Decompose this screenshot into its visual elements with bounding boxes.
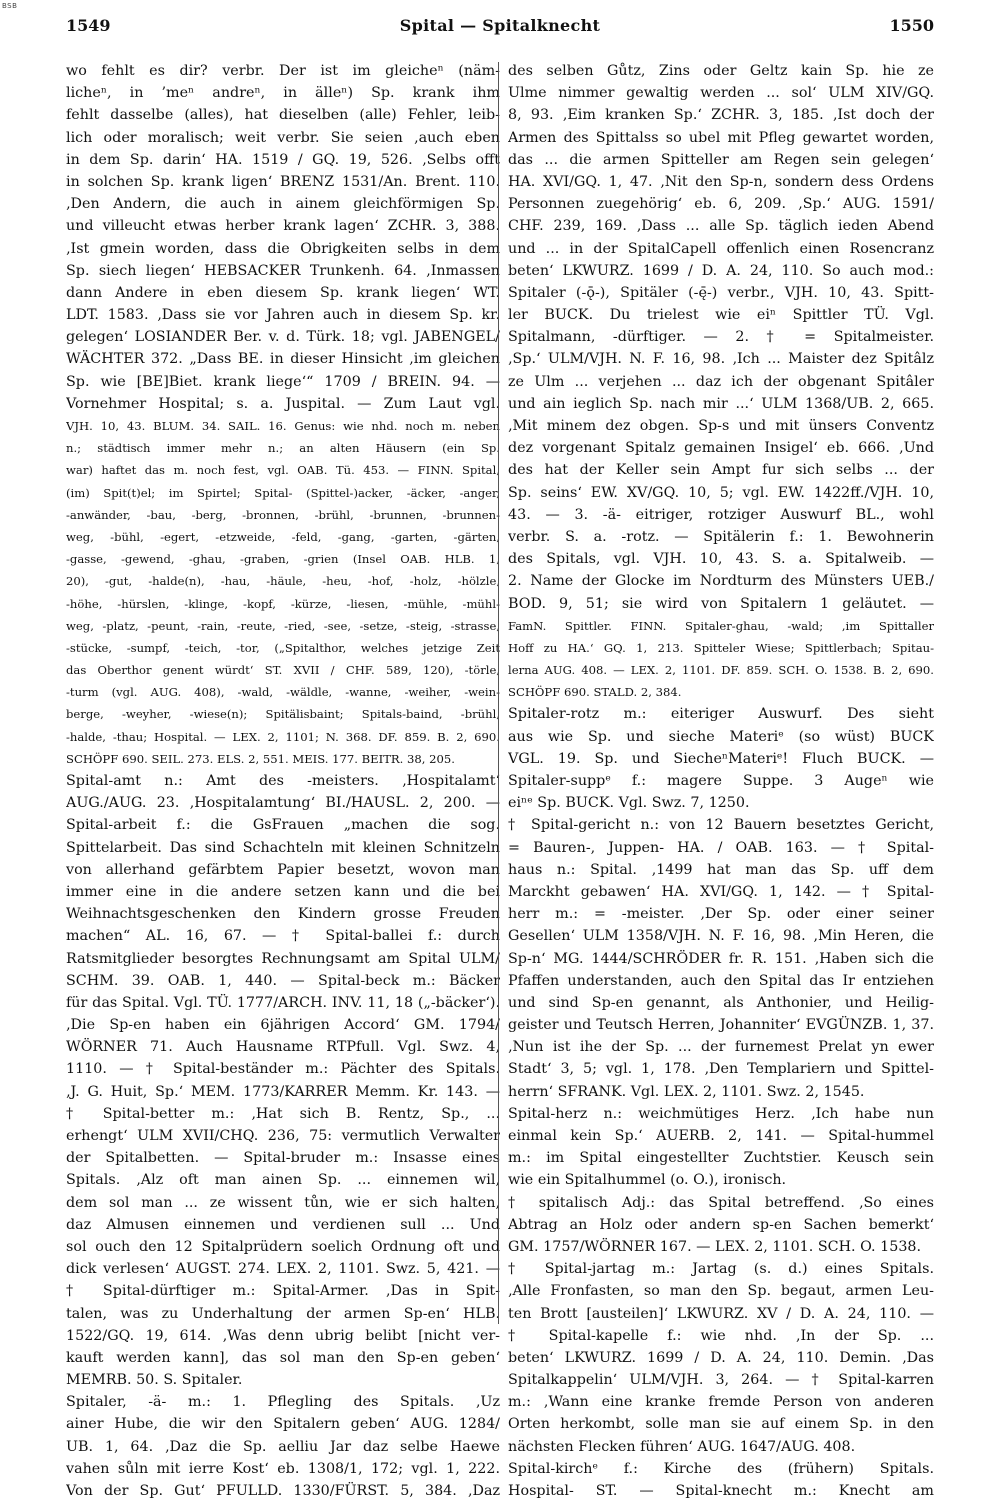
text-line: geister und Teutsch Herren, Johanniter‘ EVGÜNZB. 1, 37. [508, 1017, 934, 1034]
text-line: Spital-amt n.: Amt des -meisters. ‚Hospitalamt‘ [66, 773, 500, 789]
text-line: FamN. Spittler. FINN. Spitaler-ghau, -wald; ‚im Spittaller [508, 618, 934, 633]
text-line: Weihnachtsgeschenken den Kindern grosse Freuden [66, 906, 500, 923]
text-line: Spittelarbeit. Das sind Schachteln mit kleinen Schnitzeln [66, 839, 500, 856]
text-line: für das Spital. Vgl. TÜ. 1777/ARCH. INV. 11, 18 („-bäcker‘). [66, 994, 500, 1011]
text-line: Armen des Spittalss so ubel mit Pfleg gewartet worden, [508, 129, 934, 146]
text-line: verbr. S. a. -rotz. — Spitälerin f.: 1. Bewohnerin [508, 528, 934, 545]
text-line: ‚J. G. Huit, Sp.‘ MEM. 1773/KARRER Memm. Kr. 143. — [66, 1083, 500, 1100]
text-line: talen, was zu Underhaltung der armen Sp-en‘ HLB. [66, 1305, 500, 1322]
left-column [66, 60, 500, 1502]
text-line: -gasse, -gewend, -ghau, -graben, -grien (Insel OAB. HLB. 1, [66, 552, 500, 567]
text-line: gelegen‘ LOSIANDER Ber. v. d. Türk. 18; vgl. JABENGEL/ [66, 329, 500, 346]
text-line: daz Almusen einnemen und verdienen sull ... Und [66, 1216, 500, 1233]
text-line: und ain ieglich Sp. nach mir ...‘ ULM 1368/UB. 2, 665. [508, 395, 934, 412]
text-line: UB. 1, 64. ‚Daz die Sp. aelliu Jar daz selbe Haewe [66, 1438, 500, 1455]
text-line: Sp-n‘ MG. 1444/SCHRÖDER fr. R. 151. ‚Haben sich die [508, 950, 934, 967]
text-line: WÄCHTER 372. „Dass BE. in dieser Hinsicht ‚im gleichen [66, 351, 500, 368]
text-line: MEMRB. 50. S. Spitaler. [66, 1372, 243, 1389]
running-title: Spital — Spitalknecht [399, 16, 601, 35]
text-line: in solchen Sp. krank ligen‘ BRENZ 1531/An. Brent. 110. [66, 173, 500, 190]
text-line: -halde, -thau; Hospital. — LEX. 2, 1101; N. 368. DF. 859. B. 2, 690. [66, 729, 500, 744]
text-line: aus wie Sp. und sieche Materiᵉ (so wüst) BUCK [508, 728, 934, 745]
page-number-left: 1549 [66, 16, 111, 35]
text-line: das Oberthor genent würdt‘ ST. XVII / CHF. 589, 120), -törle, [66, 663, 500, 678]
text-line: Spitaler (-ǭ-), Spitäler (-ę̄-) verbr., VJH. 10, 43. Spitt- [508, 284, 934, 301]
text-line: herr m.: = -meister. ‚Der Sp. oder einer seiner [508, 906, 934, 923]
text-line: Abtrag an Holz oder andern sp-en Sachen bemerkt‘ [508, 1216, 934, 1233]
text-line: Ulme nimmer gewaltig werden ... sol‘ ULM XIV/GQ. [508, 85, 934, 102]
text-line: LDT. 1583. ‚Dass sie vor Jahren auch in diesem Sp. kr. [66, 307, 500, 324]
text-line: und sind Sp-en genannt, als Anthonier, und Heilig- [508, 994, 934, 1011]
text-line: beten‘ LKWURZ. 1699 / D. A. 24, 110. So auch mod.: [508, 262, 934, 279]
text-line: Spitalmann, -dürftiger. — 2. † = Spitalmeister. [508, 329, 934, 346]
text-line: Spital-kirchᵉ f.: Kirche des (frühern) Spitals. [508, 1460, 934, 1477]
text-line: Spitals. ‚Alz oft man ainen Sp. ... einnemen wil, [66, 1172, 500, 1189]
text-line: Sp. wie [BE]Biet. krank liege‘“ 1709 / BREIN. 94. — [66, 373, 500, 390]
text-line: vahen sůln mit ierre Kost‘ eb. 1308/1, 172; vgl. 1, 222. [66, 1460, 500, 1477]
text-line: AUG./AUG. 23. ‚Hospitalamtung‘ BI./HAUSL. 2, 200. — [66, 795, 500, 812]
text-line: 1110. — † Spital-beständer m.: Pächter des Spitals. [66, 1061, 500, 1078]
text-line: Spitaler-suppᵉ f.: magere Suppe. 3 Augeⁿ wie [508, 773, 934, 789]
text-line: Sp. siech liegen‘ HEBSACKER Trunkenh. 64. ‚Inmassen [66, 262, 500, 279]
text-line: -höhe, -hürslen, -klinge, -kopf, -kürze, -liesen, -mühle, -mühl- [66, 596, 500, 611]
text-line: dem sol man ... ze wissent tůn, wie er sich halten, [66, 1194, 500, 1211]
text-line: der Spitalbetten. — Spital-bruder m.: Insasse eines [66, 1150, 500, 1167]
text-line: Spitalkappelin‘ ULM/VJH. 3, 264. — † Spital-karren [508, 1372, 934, 1389]
text-line: -turm (vgl. AUG. 408), -wald, -wäldle, -wanne, -weiher, -wein- [66, 685, 500, 700]
text-line: Spital-arbeit f.: die GsFrauen „machen die sog. [66, 817, 500, 834]
text-line: Sp. seins‘ EW. XV/GQ. 10, 5; vgl. EW. 1422ff./VJH. 10, [508, 484, 934, 501]
text-line: Gesellen‘ ULM 1358/VJH. N. F. 16, 98. ‚Min Heren, die [508, 928, 934, 945]
text-line: Marckht gebawen‘ HA. XVI/GQ. 1, 142. — † Spital- [508, 883, 934, 900]
text-line: Spital-herz n.: weichmütiges Herz. ‚Ich habe nun [508, 1105, 934, 1122]
text-line: = Bauren-, Juppen- HA. / OAB. 163. — † Spital- [508, 839, 934, 856]
text-line: dann Andere in eben diesem Sp. krank liegen‘ WT. [66, 284, 500, 301]
text-line: und villeucht etwas herber krank lagen‘ ZCHR. 3, 388. [66, 218, 500, 235]
text-line: ‚Nun ist ihe der Sp. ... der furnemest Prelat yn ewer [508, 1039, 934, 1056]
text-line: einmal kein Sp.‘ AUERB. 2, 141. — Spital-hummel [508, 1128, 934, 1144]
text-line: 20), -gut, -halde(n), -hau, -häule, -heu, -hof, -holz, -hölzle, [66, 574, 500, 589]
text-line: BOD. 9, 51; sie wird von Spitalern 1 geläutet. — [508, 595, 934, 612]
text-line: † Spital-better m.: ‚Hat sich B. Rentz, Sp., ... [66, 1105, 500, 1122]
text-line: ten Brott [austeilen]‘ LKWURZ. XV / D. A. 24, 110. — [508, 1305, 934, 1322]
text-line: licheⁿ, in ’meⁿ andreⁿ, in älleⁿ) Sp. krank ihm [66, 85, 500, 102]
text-line: VJH. 10, 43. BLUM. 34. SAIL. 16. Genus: wie nhd. noch m. neben [66, 419, 500, 433]
text-line: -anwänder, -bau, -berg, -bronnen, -brühl, -brunnen, -brunnen- [66, 507, 500, 522]
text-line: ze Ulm ... verjehen ... daz ich der obgenant Spitâler [508, 373, 934, 390]
text-line: Von der Sp. Gut‘ PFULLD. 1330/FÜRST. 5, 384. ‚Daz [66, 1483, 500, 1499]
text-line: Pfaffen understanden, auch den Spital das Ir entziehen [508, 972, 934, 989]
text-line: fehlt dasselbe (alles), hat dieselben (alle) Fehler, leib- [66, 107, 500, 124]
text-line: Orten herkombt, solle man sie auf einem Sp. in den [508, 1416, 934, 1433]
text-line: ler BUCK. Du trielest wie eiⁿ Spittler TÜ. Vgl. [508, 307, 934, 324]
text-line: kauft werden kann], das sol man den Sp-en geben‘ [66, 1349, 500, 1366]
text-line: von allerhand gefärbtem Papier besetzt, wovon man [66, 861, 500, 878]
text-line: n.; städtisch immer mehr n.; an alten Häusern (ein Sp. [66, 441, 500, 456]
text-line: † Spital-jartag m.: Jartag (s. d.) eines Spitals. [508, 1261, 934, 1278]
text-line: † spitalisch Adj.: das Spital betreffend. ‚So eines [508, 1194, 934, 1211]
text-line: lich oder moralisch; weit verbr. Sie seien ‚auch eben [66, 129, 500, 146]
text-line: 1522/GQ. 19, 614. ‚Was denn ubrig belibt [nicht ver- [66, 1327, 500, 1344]
text-line: -stücke, -sumpf, -teich, -tor, („Spitalthor, welches jetzige Zeit [66, 640, 500, 655]
text-line: Spitaler-rotz m.: eiteriger Auswurf. Des sieht [508, 706, 934, 723]
text-line: dez vorgenant Spitalz gemainen Insigel‘ eb. 666. ‚Und [508, 440, 934, 457]
text-line: ainer Hube, die wir den Spitalern geben‘ AUG. 1284/ [66, 1416, 500, 1433]
text-line: † Spital-kapelle f.: wie nhd. ‚In der Sp. ... [508, 1327, 934, 1344]
text-line: CHF. 239, 169. ‚Dass ... alle Sp. täglich ieden Abend [508, 218, 934, 235]
text-line: SCHÖPF 690. STALD. 2, 384. [508, 685, 682, 700]
text-line: ‚Sp.‘ ULM/VJH. N. F. 16, 98. ‚Ich ... Maister dez Spitâlz [508, 351, 934, 368]
text-line: ‚Den Andern, die auch in ainem gleichförmigen Sp. [66, 196, 500, 213]
text-line: nächsten Flecken führen‘ AUG. 1647/AUG. 408. [508, 1438, 856, 1455]
text-line: des Spitals, vgl. VJH. 10, 43. S. a. Spitalweib. — [508, 551, 934, 568]
text-line: sol ouch den 12 Spitalprüdern soelich Ordnung oft und [66, 1238, 500, 1255]
text-line: Hoff zu HA.‘ GQ. 1, 213. Spitteler Wiese; Spittlerbach; Spitau- [508, 640, 934, 655]
text-line: herrn‘ SFRANK. Vgl. LEX. 2, 1101. Swz. 2, 1545. [508, 1083, 865, 1100]
text-line: (im) Spit(t)el; im Spirtel; Spital- (Spittel-)acker, -äcker, -anger, [66, 485, 500, 500]
text-line: immer eine in die andere setzen kann und die bei [66, 883, 500, 900]
text-line: VGL. 19. Sp. und SiecheⁿMateriᵉ! Fluch BUCK. — [508, 750, 934, 767]
text-line: lerna AUG. 408. — LEX. 2, 1101. DF. 859. SCH. O. 1538. B. 2, 690. [508, 663, 934, 678]
text-line: eiⁿᵉ Sp. BUCK. Vgl. Swz. 7, 1250. [508, 795, 750, 812]
text-line: des hat der Keller sein Ampt fur sich selbs ... der [508, 462, 934, 479]
text-line: Vornehmer Hospital; s. a. Juspital. — Zum Laut vgl. [66, 395, 500, 412]
text-line: und ... in der SpitalCapell offenlich einen Rosencranz [508, 240, 934, 257]
text-line: wie ein Spitalhummel (o. O.), ironisch. [508, 1172, 787, 1189]
text-line: 2. Name der Glocke im Nordturm des Münsters UEB./ [508, 573, 934, 590]
text-line: machen“ AL. 16, 67. — † Spital-ballei f.: durch [66, 928, 500, 945]
text-line: Hospital- ST. — Spital-knecht m.: Knecht am [508, 1483, 934, 1499]
text-line: ‚Alle Fronfasten, so man den Sp. begaut, armen Leu- [508, 1283, 934, 1300]
text-line: erhengt‘ ULM XVII/CHQ. 236, 75: vermutlich Verwalter [66, 1128, 500, 1144]
text-line: † Spital-dürftiger m.: Spital-Armer. ‚Das in Spit- [66, 1283, 500, 1300]
text-line: war) haftet das m. noch fest, vgl. OAB. Tü. 453. — FINN. Spital, [66, 463, 500, 478]
text-line: das ... die armen Spitteller am Regen sein gelegen‘ [508, 151, 934, 168]
text-line: † Spital-gericht n.: von 12 Bauern besetztes Gericht, [508, 817, 934, 834]
text-line: WÖRNER 71. Auch Hausname RTPfull. Vgl. Swz. 4, [66, 1039, 500, 1056]
text-line: ‚Die Sp-en haben ein 6jährigen Accord‘ GM. 1794/ [66, 1017, 500, 1034]
text-line: in dem Sp. darin‘ HA. 1519 / GQ. 19, 526. ‚Selbs offt [66, 151, 500, 168]
running-header [0, 14, 1000, 42]
text-line: weg, -platz, -peunt, -rain, -reute, -ried, -see, -setze, -steig, -strasse, [66, 618, 500, 633]
text-line: weg, -bühl, -egert, -etzweide, -feld, -gang, -garten, -gärten, [66, 529, 500, 544]
text-line: Personnen zuegehörig‘ eb. 6, 209. ‚Sp.‘ AUG. 1591/ [508, 196, 934, 213]
text-line: 8, 93. ‚Eim kranken Sp.‘ ZCHR. 3, 185. ‚Ist doch der [508, 107, 934, 124]
text-line: SCHÖPF 690. SEIL. 273. ELS. 2, 551. MEIS. 177. BEITR. 38, 205. [66, 751, 455, 766]
text-line: HA. XVI/GQ. 1, 47. ‚Nit den Sp-n, sondern dess Ordens [508, 173, 934, 190]
text-line: 43. — 3. -ä- eitriger, rotziger Auswurf BL., wohl [508, 506, 934, 523]
page-number-right: 1550 [889, 16, 934, 35]
text-line: des selben Gůtz, Zins oder Geltz kain Sp. hie ze [508, 63, 934, 79]
text-line: ‚Ist gmein worden, dass die Obrigkeiten selbs in dem [66, 240, 500, 257]
column-divider [498, 62, 499, 1324]
text-line: Spitaler, -ä- m.: 1. Pflegling des Spitals. ‚Uz [66, 1394, 500, 1411]
text-line: dick verlesen‘ AUGST. 274. LEX. 2, 1101. Swz. 5, 421. — [66, 1261, 500, 1278]
text-line: berge, -weyher, -wiese(n); Spitälisbaint; Spitals-baind, -brühl, [66, 707, 500, 722]
text-line: beten‘ LKWURZ. 1699 / D. A. 24, 110. Demin. ‚Das [508, 1349, 934, 1366]
text-line: Ratsmitglieder besorgtes Rechnungsamt am Spital ULM/ [66, 950, 500, 967]
right-column [508, 60, 934, 1502]
text-line: m.: ‚Wann eine kranke fremde Person von anderen [508, 1394, 934, 1411]
text-line: GM. 1757/WÖRNER 167. — LEX. 2, 1101. SCH. O. 1538. [508, 1238, 922, 1255]
library-stamp: BSB [2, 2, 18, 10]
text-line: wo fehlt es dir? verbr. Der ist im gleicheⁿ (näm- [66, 63, 500, 79]
text-line: m.: im Spital eingestellter Zuchtstier. Keusch sein [508, 1150, 934, 1167]
text-line: haus n.: Spital. ‚1499 hat man das Sp. uff dem [508, 861, 934, 878]
text-line: ‚Mit minem dez obgen. Sp-s und mit ünsers Conventz [508, 418, 934, 434]
text-line: SCHM. 39. OAB. 1, 440. — Spital-beck m.: Bäcker [66, 972, 500, 989]
text-line: Stadt‘ 3, 5; vgl. 1, 178. ‚Den Templariern und Spittel- [508, 1061, 934, 1078]
